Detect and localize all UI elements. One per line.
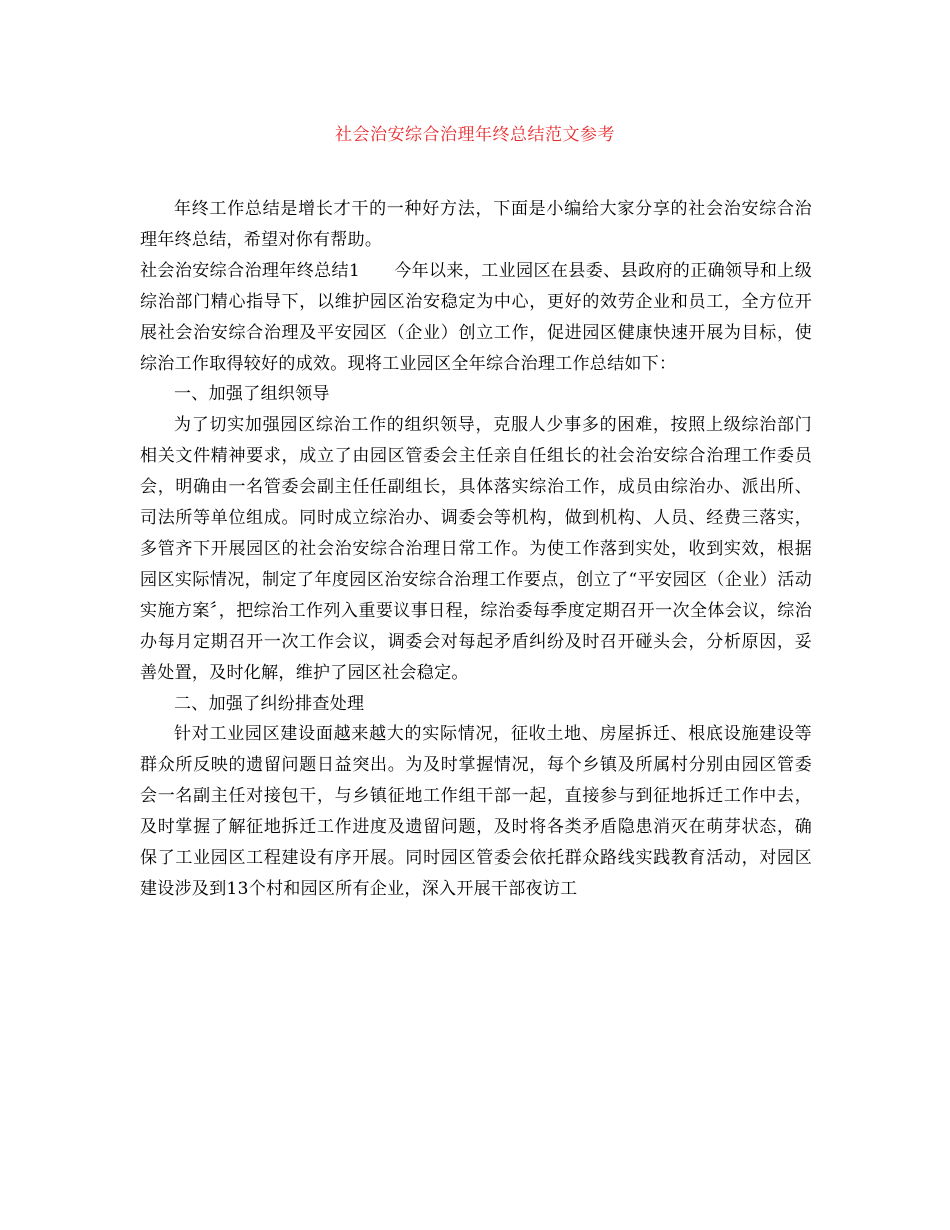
document-body <box>140 194 812 905</box>
heading-dispute: 二、加强了纠纷排查处理 <box>174 693 365 714</box>
section-intro-text: 今年以来，工业园区在县委、县政府的正确领导和上级综治部门精心指导下，以维护园区治安稳定为中心，更好的效劳企业和员工，全方位开展社会治安综合治理及平安园区（企业）创立工作，促进园区健康快速开展为目标，使综治工作取得较好的成效。现将工业园区全年综合治理工作总结如下： <box>140 260 812 374</box>
heading-organization: 一、加强了组织领导 <box>174 384 330 405</box>
section-intro-paragraph <box>140 256 812 380</box>
paragraph-organization: 为了切实加强园区综治工作的组织领导，克服人少事多的困难，按照上级综治部门相关文件精神要求，成立了由园区管委会主任亲自任组长的社会治安综合治理工作委员会，明确由一名管委会副主任任副组长，具体落实综治工作，成员由综治办、派出所、司法所等单位组成。同时成立综治办、调委会等机构，做到机构、人员、经费三落实，多管齐下开展园区的社会治安综合治理日常工作。为使工作落到实处，收到实效，根据园区实际情况，制定了年度园区治安综合治理工作要点，创立了“平安园区（企业）活动实施方案〞，把综治工作列入重要议事日程，综治委每季度定期召开一次全体会议，综治办每月定期召开一次工作会议，调委会对每起矛盾纠纷及时召开碰头会，分析原因，妥善处置，及时化解，维护了园区社会稳定。 <box>140 415 812 683</box>
intro-paragraph: 年终工作总结是增长才干的一种好方法，下面是小编给大家分享的社会治安综合治理年终总结，希望对你有帮助。 <box>140 199 812 250</box>
document-title: 社会治安综合治理年终总结范文参考 <box>335 125 615 145</box>
paragraph-dispute: 针对工业园区建设面越来越大的实际情况，征收土地、房屋拆迁、根底设施建设等群众所反映的遗留问题日益突出。为及时掌握情况，每个乡镇及所属村分别由园区管委会一名副主任对接包干，与乡镇征地工作组干部一起，直接参与到征地拆迁工作中去，及时掌握了解征地拆迁工作进度及遗留问题，及时将各类矛盾隐患消灭在萌芽状态，确保了工业园区工程建设有序开展。同时园区管委会依托群众路线实践教育活动，对园区建设涉及到13个村和园区所有企业，深入开展干部夜访工 <box>140 724 812 899</box>
section-label: 社会治安综合治理年终总结1 <box>140 260 361 281</box>
